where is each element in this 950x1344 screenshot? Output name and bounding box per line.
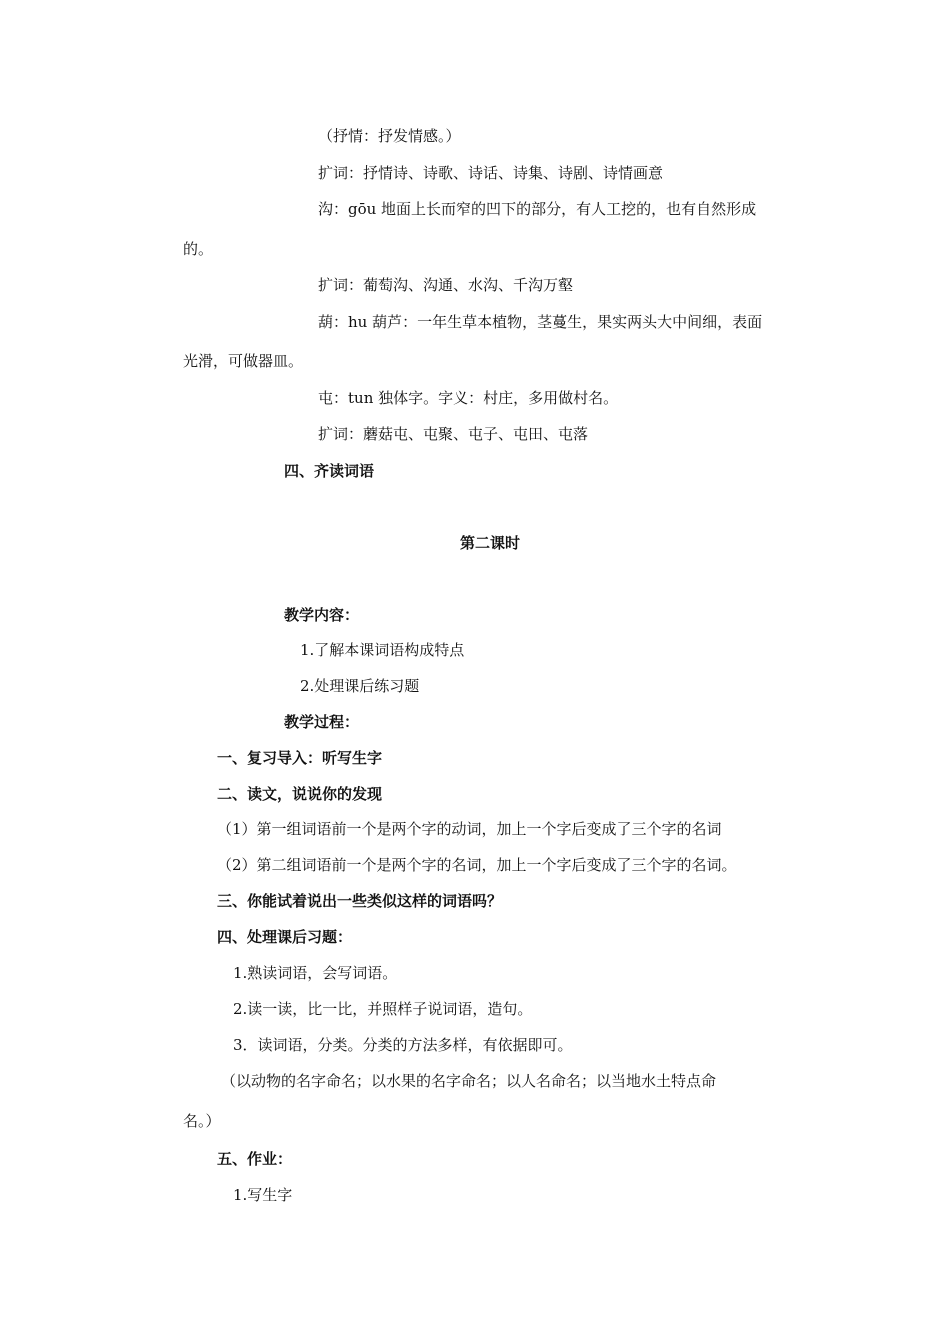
list-item: 1.写生字 <box>233 1186 293 1204</box>
paragraph-line: 的。 <box>183 240 214 258</box>
paragraph-line: （2）第二组词语前一个是两个字的名词，加上一个字后变成了三个字的名词。 <box>217 856 737 874</box>
paragraph-line: （1）第一组词语前一个是两个字的动词，加上一个字后变成了三个字的名词 <box>217 820 722 838</box>
section-heading: 教学内容： <box>284 606 360 624</box>
section-heading: 三、你能试着说出一些类似这样的词语吗？ <box>217 892 503 910</box>
section-heading: 四、齐读词语 <box>284 462 375 480</box>
paragraph-line: 沟：gōu 地面上长而窄的凹下的部分，有人工挖的，也有自然形成 <box>318 200 757 218</box>
section-heading: 四、处理课后习题： <box>217 928 353 946</box>
section-heading: 教学过程： <box>284 713 360 731</box>
section-heading: 二、读文，说说你的发现 <box>217 785 383 803</box>
list-item: 3．读词语，分类。分类的方法多样，有依据即可。 <box>233 1036 573 1054</box>
paragraph-line: （以动物的名字命名；以水果的名字命名；以人名命名；以当地水土特点命 <box>221 1072 717 1090</box>
paragraph-line: 名。） <box>183 1112 221 1130</box>
paragraph-line: 葫：hu 葫芦：一年生草本植物，茎蔓生，果实两头大中间细，表面 <box>318 313 763 331</box>
paragraph-line: 扩词：葡萄沟、沟通、水沟、千沟万壑 <box>318 276 574 294</box>
list-item: 1.了解本课词语构成特点 <box>300 641 465 659</box>
list-item: 2.读一读，比一比，并照样子说词语，造句。 <box>233 1000 533 1018</box>
lesson-title: 第二课时 <box>459 534 520 552</box>
section-heading: 一、复习导入：听写生字 <box>217 749 383 767</box>
paragraph-line: 屯：tun 独体字。字义：村庄，多用做村名。 <box>318 389 619 407</box>
paragraph-line: （抒情：抒发情感。） <box>318 127 461 145</box>
paragraph-line: 光滑，可做器皿。 <box>183 352 304 370</box>
list-item: 1.熟读词语，会写词语。 <box>233 964 398 982</box>
list-item: 2.处理课后练习题 <box>300 677 420 695</box>
paragraph-line: 扩词：蘑菇屯、屯聚、屯子、屯田、屯落 <box>318 425 589 443</box>
section-heading: 五、作业： <box>217 1150 293 1168</box>
paragraph-line: 扩词：抒情诗、诗歌、诗话、诗集、诗剧、诗情画意 <box>318 164 664 182</box>
